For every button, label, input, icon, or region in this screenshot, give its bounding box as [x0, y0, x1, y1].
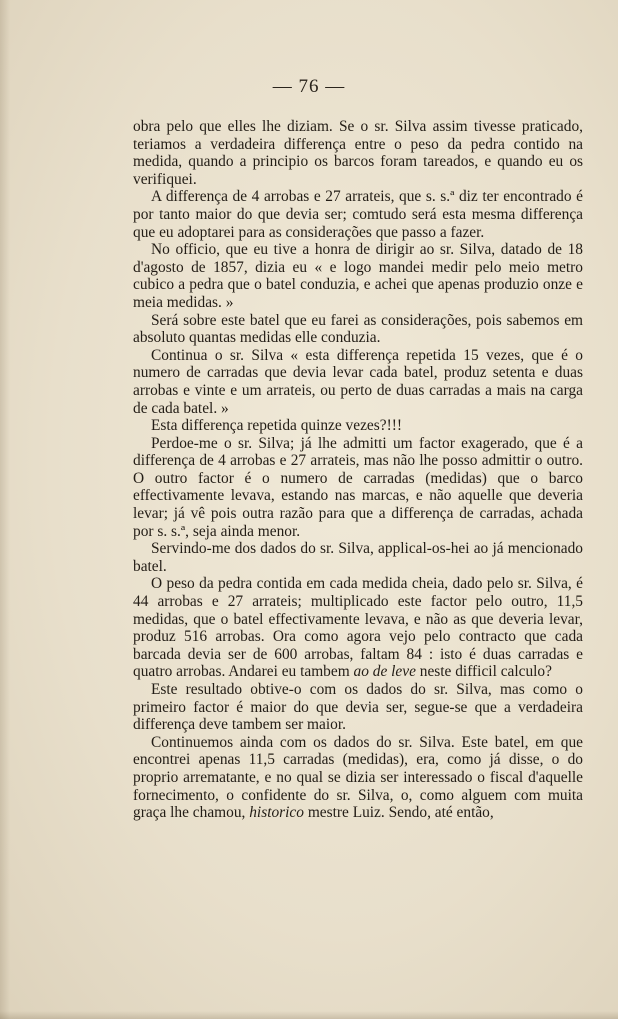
paragraph-2: A differença de 4 arrobas e 27 arrateis, que s. s.ª diz ter encontrado é por tanto maior do que devia ser; comtudo será esta mesma differença que eu adoptarei para as considerações que passo a fazer. — [133, 188, 583, 241]
paragraph-3: No officio, que eu tive a honra de dirigir ao sr. Silva, datado de 18 d'agosto de 1857, dizia eu « e logo mandei medir pelo meio metro cubico a pedra que o batel conduzia, e achei que apenas produzio onze e meia medidas. » — [133, 241, 583, 311]
body-text — [133, 118, 583, 822]
page-shadow-left — [0, 0, 10, 1019]
paragraph-8: Servindo-me dos dados do sr. Silva, applical-os-hei ao já mencionado batel. — [133, 540, 583, 575]
paragraph-10: Este resultado obtive-o com os dados do sr. Silva, mas como o primeiro factor é maior do que devia ser, segue-se que a verdadeira differença deve tambem ser maior. — [133, 681, 583, 734]
paragraph-5: Continua o sr. Silva « esta differença repetida 15 vezes, que é o numero de carradas que devia levar cada batel, produz setenta e duas arrobas e vinte e um arrateis, ou perto de duas carradas a mais na carga de cada batel. » — [133, 346, 583, 417]
page-shadow-bottom — [0, 1011, 618, 1019]
paragraph-6: Esta differença repetida quinze vezes?!!! — [151, 417, 402, 435]
italic-phrase: ao de leve — [353, 663, 416, 681]
paragraph-7: Perdoe-me o sr. Silva; já lhe admitti um factor exagerado, que é a differença de 4 arrobas e 27 arrateis, mas não lhe posso admittir o outro. O outro factor é o numero de carradas (medidas) que o barco effectivamente levava, estando nas marcas, e não aquelle que deveria levar; já vê pois outra razão para que a differença de carradas, achada por s. s.ª, seja ainda menor. — [133, 434, 583, 540]
page-number: — 76 — — [272, 76, 346, 97]
paragraph-1: obra pelo que elles lhe diziam. Se o sr. Silva assim tivesse praticado, teriamos a verdadeira differença entre o peso da pedra contido na medida, quando a principio os barcos foram tareados, e quando eu os verifiquei. — [133, 118, 583, 188]
paragraph-9: O peso da pedra contida em cada medida cheia, dado pelo sr. Silva, é 44 arrobas e 27 arrateis; multiplicado este factor pelo outro, 11,5 medidas, que o batel effectivamente levava, e não as que deveria levar, produz 516 arrobas. Ora como agora vejo pelo contracto que cada barcada devia ser de 600 arrobas, faltam 84 : isto é duas carradas e quatro arrobas. Andarei eu tambem ao de leve neste difficil calculo? — [133, 575, 583, 681]
paragraph-11: Continuemos ainda com os dados do sr. Silva. Este batel, em que encontrei apenas 11,5 carradas (medidas), era, como já disse, o do proprio arrematante, e no qual se dizia ser interessado o fiscal d'aquelle fornecimento, o confidente do sr. Silva, o, como alguem com muita graça lhe chamou, historico mestre Luiz. Sendo, até então, — [133, 733, 583, 822]
paragraph-4: Será sobre este batel que eu farei as considerações, pois sabemos em absoluto quantas medidas elle conduzia. — [133, 311, 583, 347]
italic-phrase: historico — [249, 804, 304, 822]
